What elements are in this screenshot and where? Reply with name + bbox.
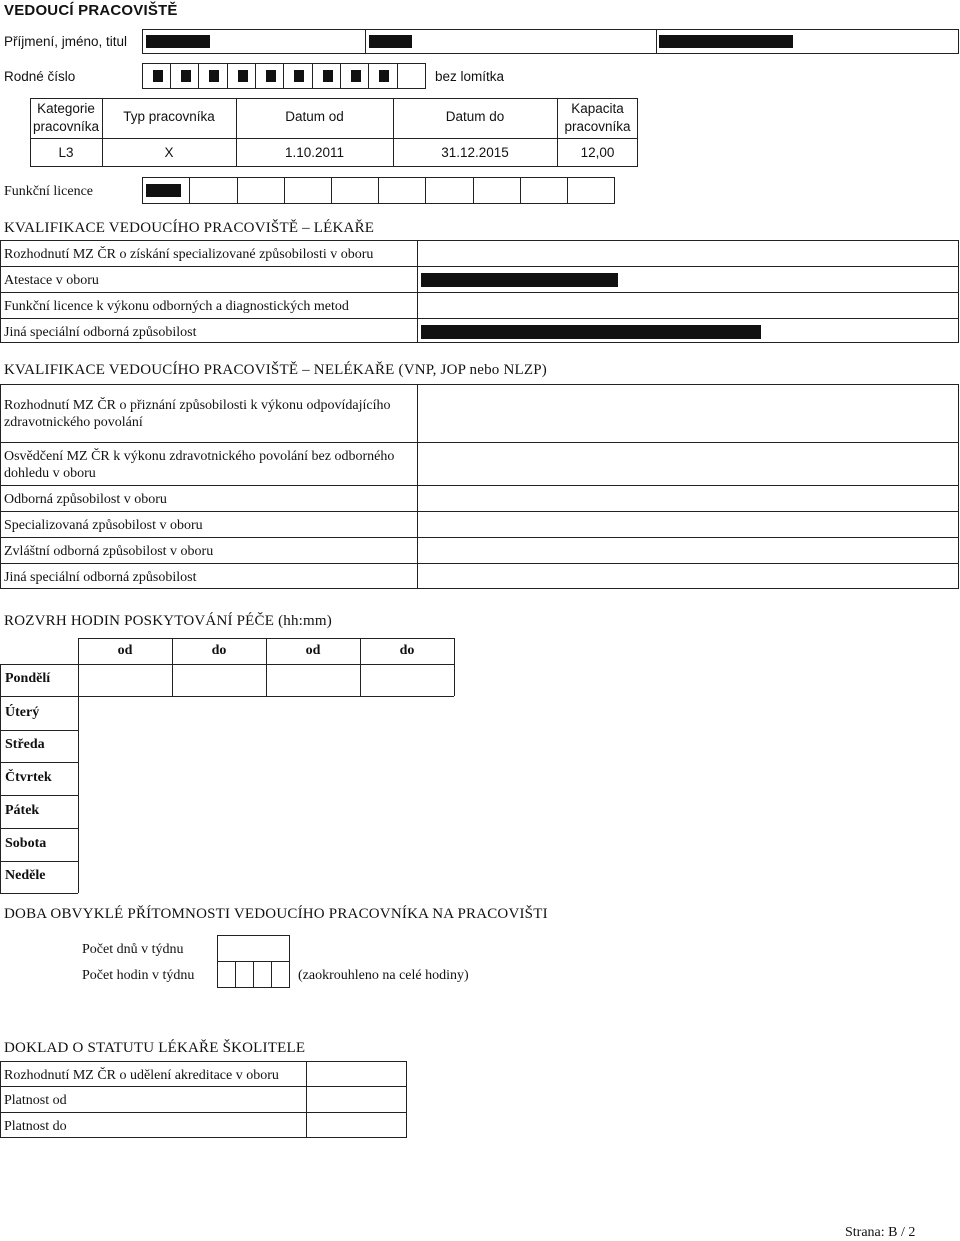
schedule-day: Čtvrtek xyxy=(5,770,52,785)
row-divider xyxy=(0,292,959,293)
schedule-day: Neděle xyxy=(5,868,46,883)
birth-digit-divider xyxy=(340,63,341,89)
row-divider xyxy=(0,563,959,564)
doctor-row-label: Jiná speciální odborná způsobilost xyxy=(4,325,197,340)
header-type: Typ pracovníka xyxy=(123,109,215,124)
birth-digit-divider xyxy=(227,63,228,89)
trainer-row-label: Platnost do xyxy=(4,1119,67,1134)
cell-date-from[interactable]: 1.10.2011 xyxy=(284,145,345,160)
schedule-day: Pondělí xyxy=(5,671,51,686)
schedule-title: ROZVRH HODIN POSKYTOVÁNÍ PÉČE (hh:mm) xyxy=(4,613,332,629)
row-divider xyxy=(0,537,959,538)
doctor-row-label: Funkční licence k výkonu odborných a diagnostických metod xyxy=(4,299,349,314)
birth-digit-divider xyxy=(198,63,199,89)
row-divider xyxy=(0,511,959,512)
schedule-col-to: do xyxy=(399,643,415,658)
redacted-digit xyxy=(153,70,163,82)
doctor-section-title: KVALIFIKACE VEDOUCÍHO PRACOVIŠTĚ – LÉKAŘE xyxy=(4,220,375,236)
schedule-cell-input[interactable] xyxy=(267,665,360,696)
hours-per-week-label: Počet hodin v týdnu xyxy=(82,968,195,983)
header-category: Kategorie pracovníka xyxy=(32,101,100,134)
schedule-cell-input[interactable] xyxy=(173,665,266,696)
license-label: Funkční licence xyxy=(4,184,94,199)
nondoctor-row-label: Osvědčení MZ ČR k výkonu zdravotnického povolání bez odborného dohledu v oboru xyxy=(4,449,395,481)
birth-digit-divider xyxy=(312,63,313,89)
hours-digit-divider xyxy=(253,961,254,988)
license-divider xyxy=(284,177,285,204)
cell-date-to[interactable]: 31.12.2015 xyxy=(441,145,509,160)
trainer-row-label: Rozhodnutí MZ ČR o udělení akreditace v oboru xyxy=(4,1068,279,1083)
redacted-digit xyxy=(238,70,248,82)
col-divider xyxy=(454,638,455,696)
schedule-cell-input[interactable] xyxy=(79,665,172,696)
col-divider xyxy=(417,384,418,589)
header-date-from: Datum od xyxy=(285,109,344,124)
license-divider xyxy=(189,177,190,204)
birth-digit-divider xyxy=(170,63,171,89)
name-field-divider xyxy=(365,29,366,54)
nondoctor-section-title: KVALIFIKACE VEDOUCÍHO PRACOVIŠTĚ – NELÉKAŘE (VNP, JOP nebo NLZP) xyxy=(4,362,547,378)
schedule-day: Pátek xyxy=(5,803,40,818)
row-divider xyxy=(0,893,78,894)
doctor-row-label: Rozhodnutí MZ ČR o získání specializované způsobilosti v oboru xyxy=(4,247,374,262)
row-divider xyxy=(0,318,959,319)
redacted-surname xyxy=(146,35,210,48)
license-divider xyxy=(378,177,379,204)
name-label: Příjmení, jméno, titul xyxy=(4,34,128,49)
presence-title: DOBA OBVYKLÉ PŘÍTOMNOSTI VEDOUCÍHO PRACOVNÍKA NA PRACOVIŠTI xyxy=(4,906,548,922)
redacted-firstname xyxy=(369,35,412,48)
license-divider xyxy=(567,177,568,204)
license-divider xyxy=(237,177,238,204)
schedule-col-to: do xyxy=(211,643,227,658)
col-divider xyxy=(417,240,418,343)
page-title: VEDOUCÍ PRACOVIŠTĚ xyxy=(4,2,178,19)
redacted-title xyxy=(659,35,793,48)
nondoctor-row-label: Specializovaná způsobilost v oboru xyxy=(4,518,203,533)
row-divider xyxy=(0,730,78,731)
col-divider xyxy=(0,664,1,893)
schedule-day: Úterý xyxy=(5,705,40,720)
row-divider xyxy=(0,1112,407,1113)
redacted-digit xyxy=(351,70,361,82)
redacted-digit xyxy=(209,70,219,82)
schedule-day: Sobota xyxy=(5,836,47,851)
name-field[interactable] xyxy=(142,29,959,54)
license-divider xyxy=(520,177,521,204)
header-date-to: Datum do xyxy=(445,109,505,124)
schedule-cell-input[interactable] xyxy=(361,665,454,696)
redacted-special-competence xyxy=(421,325,761,339)
hours-digit-divider xyxy=(235,961,236,988)
row-divider xyxy=(0,442,959,443)
redacted-digit xyxy=(181,70,191,82)
nondoctor-row-label: Jiná speciální odborná způsobilost xyxy=(4,570,197,585)
table-divider xyxy=(30,138,638,139)
nondoctor-row-label: Odborná způsobilost v oboru xyxy=(4,492,167,507)
row-divider xyxy=(0,696,454,697)
trainer-row-label: Platnost od xyxy=(4,1093,67,1108)
cell-type[interactable]: X xyxy=(164,145,174,160)
cell-category[interactable]: L3 xyxy=(58,145,74,160)
days-per-week-label: Počet dnů v týdnu xyxy=(82,942,184,957)
row-divider xyxy=(0,795,78,796)
birth-number-label: Rodné číslo xyxy=(4,69,76,84)
birth-digit-divider xyxy=(397,63,398,89)
schedule-day: Středa xyxy=(5,737,45,752)
redacted-digit xyxy=(294,70,304,82)
schedule-col-from: od xyxy=(305,643,321,658)
redacted-digit xyxy=(323,70,333,82)
cell-capacity[interactable]: 12,00 xyxy=(580,145,615,160)
row-divider xyxy=(0,762,78,763)
hours-digit-divider xyxy=(271,961,272,988)
hours-per-week-note: (zaokrouhleno na celé hodiny) xyxy=(298,968,469,983)
row-divider xyxy=(0,266,959,267)
redacted-digit xyxy=(266,70,276,82)
nondoctor-row-label: Rozhodnutí MZ ČR o přiznání způsobilosti k výkonu odpovídajícího zdravotnického povolání xyxy=(4,398,391,430)
birth-digit-divider xyxy=(255,63,256,89)
license-divider xyxy=(425,177,426,204)
license-divider xyxy=(473,177,474,204)
redacted-attestation xyxy=(421,273,618,287)
row-divider xyxy=(0,485,959,486)
page-number: Strana: B / 2 xyxy=(845,1225,916,1240)
license-divider xyxy=(331,177,332,204)
redacted-license xyxy=(146,184,181,197)
schedule-col-from: od xyxy=(117,643,133,658)
row-divider xyxy=(0,861,78,862)
redacted-digit xyxy=(379,70,389,82)
header-capacity: Kapacita pracovníka xyxy=(564,101,631,134)
birth-number-note: bez lomítka xyxy=(435,69,505,84)
row-divider xyxy=(0,828,78,829)
birth-digit-divider xyxy=(368,63,369,89)
name-field-divider xyxy=(656,29,657,54)
trainer-section-title: DOKLAD O STATUTU LÉKAŘE ŠKOLITELE xyxy=(4,1040,306,1056)
days-per-week-field[interactable] xyxy=(217,935,290,962)
row-divider xyxy=(0,1086,407,1087)
doctor-row-label: Atestace v oboru xyxy=(4,273,99,288)
col-divider xyxy=(306,1061,307,1138)
nondoctor-row-label: Zvláštní odborná způsobilost v oboru xyxy=(4,544,214,559)
schedule-table xyxy=(0,638,455,893)
birth-digit-divider xyxy=(283,63,284,89)
